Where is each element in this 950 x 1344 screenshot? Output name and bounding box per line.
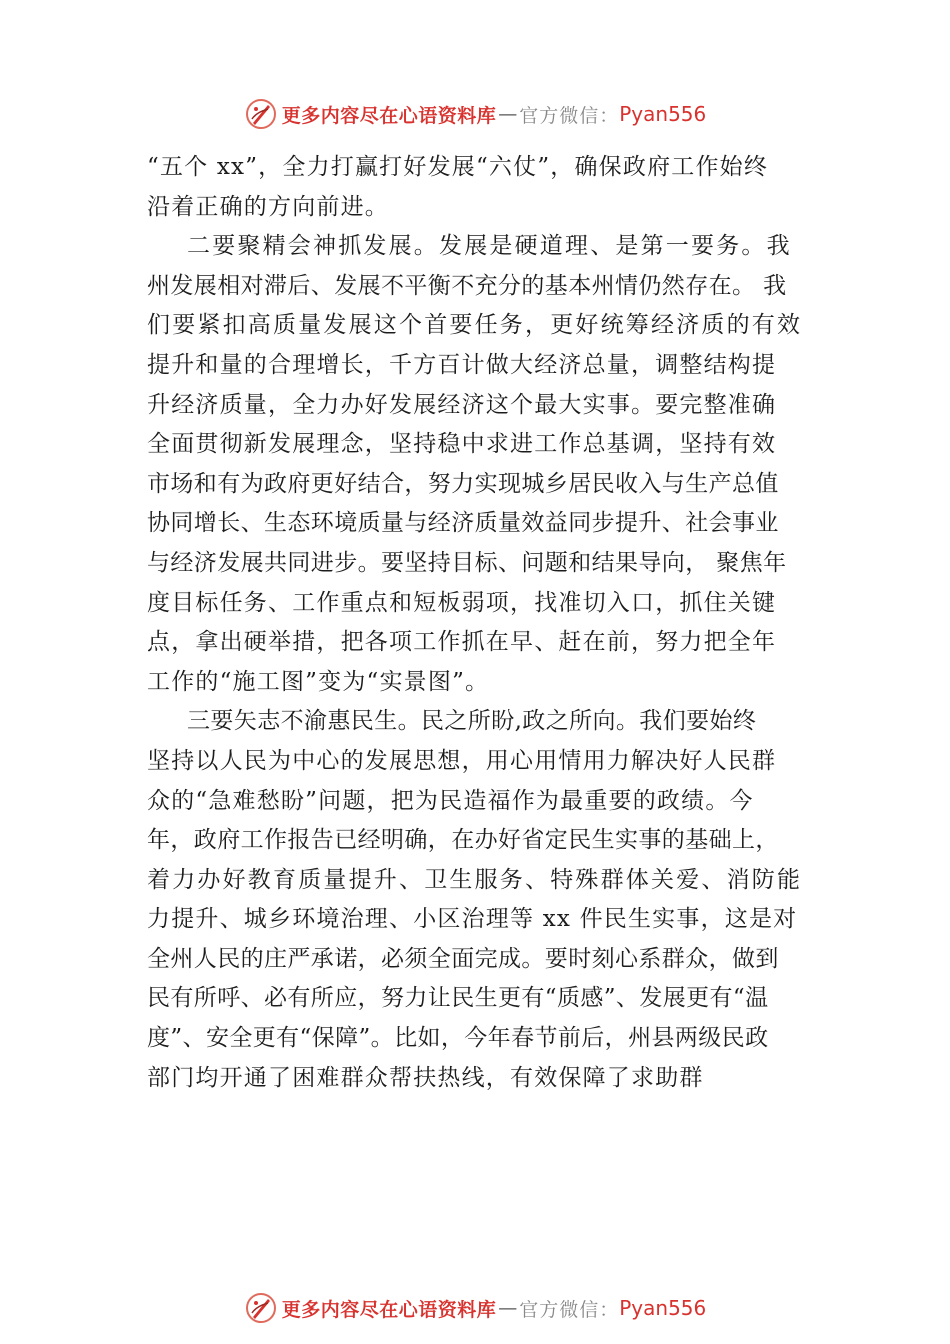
watermark-label: 官方微信：: [519, 1298, 620, 1321]
body-line: 度目标任务、工作重点和短板弱项，找准切入口，抓住关键: [147, 589, 777, 616]
body-line: 坚持以人民为中心的发展思想，用心用情用力解决好人民群: [147, 747, 777, 774]
quill-pen-logo-icon: [244, 1291, 278, 1325]
body-line: 提升和量的合理增长，千方百计做大经济总量，调整结构提: [147, 351, 777, 378]
body-line: 市场和有为政府更好结合，努力实现城乡居民收入与生产总值: [147, 470, 779, 497]
body-line: 州发展相对滞后、发展不平衡不充分的基本州情仍然存在。 我: [147, 272, 787, 299]
header-watermark: [0, 94, 950, 134]
body-line: 点，拿出硬举措，把各项工作抓在早、赶在前，努力把全年: [147, 629, 777, 656]
body-line: 力提升、城乡环境治理、小区治理等 xx 件民生实事，这是对: [147, 906, 798, 933]
body-line: 协同增长、生态环境质量与经济质量效益同步提升、社会事业: [147, 510, 779, 537]
body-line: 二要聚精会神抓发展。发展是硬道理、是第一要务。我: [187, 233, 792, 260]
footer-watermark: [0, 1288, 950, 1328]
body-line: 们要紧扣高质量发展这个首要任务，更好统筹经济质的有效: [147, 312, 803, 339]
quill-pen-logo-icon: [244, 97, 278, 131]
document-body: [147, 148, 827, 1098]
body-line: 工作的“施工图”变为“实景图”。: [147, 668, 490, 695]
watermark-wechat-id: Pyan556: [619, 1296, 707, 1320]
body-line: “五个 xx”，全力打赢打好发展“六仗”，确保政府工作始终: [147, 154, 769, 180]
body-line: 沿着正确的方向前进。: [147, 193, 389, 220]
body-line: 部门均开通了困难群众帮扶热线，有效保障了求助群: [147, 1064, 704, 1091]
watermark-brand-text: 更多内容尽在心语资料库: [281, 104, 497, 127]
body-line: 度”、安全更有“保障”。比如，今年春节前后，州县两级民政: [147, 1025, 769, 1052]
body-line: 全州人民的庄严承诺，必须全面完成。要时刻心系群众，做到: [147, 945, 779, 972]
watermark-separator: —: [498, 103, 518, 125]
body-line: 全面贯彻新发展理念，坚持稳中求进工作总基调，坚持有效: [147, 431, 777, 458]
body-line: 与经济发展共同进步。要坚持目标、问题和结果导向， 聚焦年: [147, 549, 787, 576]
watermark-brand-text: 更多内容尽在心语资料库: [281, 1298, 497, 1321]
body-line: 年，政府工作报告已经明确，在办好省定民生实事的基础上，: [147, 827, 779, 854]
body-line: 众的“急难愁盼”问题，把为民造福作为最重要的政绩。今: [147, 787, 754, 814]
watermark-label: 官方微信：: [519, 104, 620, 127]
body-line: 民有所呼、必有所应，努力让民生更有“质感”、发展更有“温: [147, 985, 769, 1012]
body-line: 着力办好教育质量提升、卫生服务、特殊群体关爱、消防能: [147, 866, 803, 893]
body-line: 三要矢志不渝惠民生。民之所盼,政之所向。我们要始终: [187, 708, 757, 735]
body-line: 升经济质量，全力办好发展经济这个最大实事。要完整准确: [147, 391, 777, 418]
watermark-separator: —: [498, 1297, 518, 1319]
watermark-wechat-id: Pyan556: [619, 102, 707, 126]
